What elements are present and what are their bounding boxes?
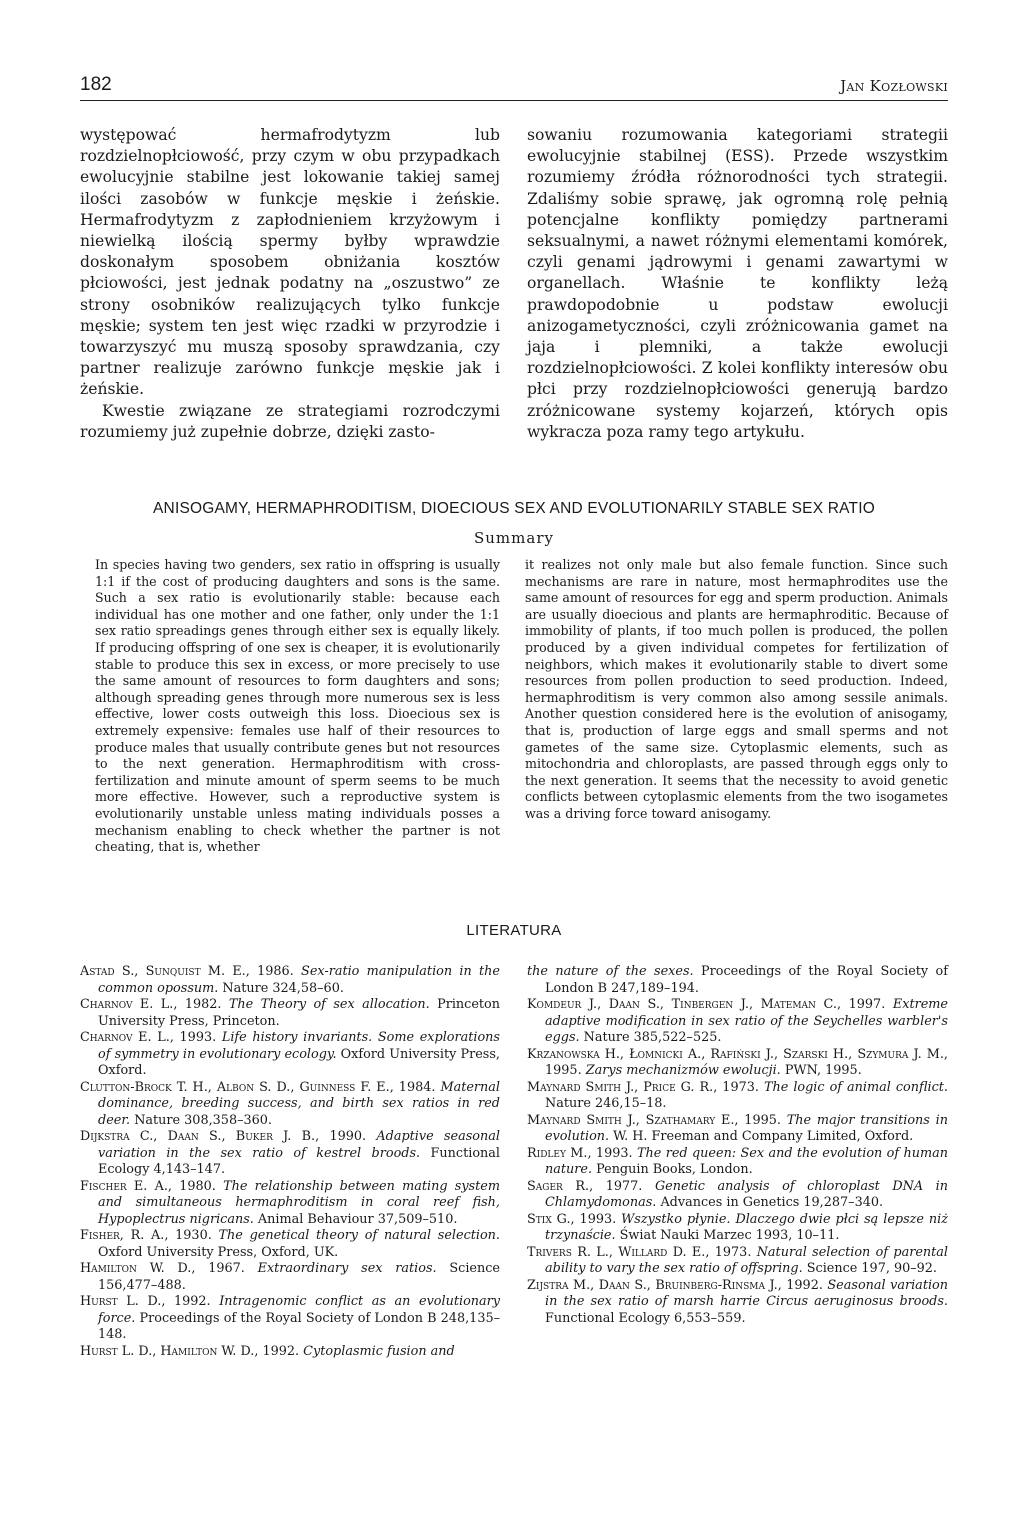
reference-entry bbox=[80, 1178, 500, 1229]
reference-year: , 1993. bbox=[570, 1211, 622, 1227]
reference-authors: Astad S., Sunquist M. E. bbox=[80, 964, 246, 979]
reference-title: Intragenomic conflict as an evolutionary force. bbox=[98, 1294, 501, 1326]
reference-title: Maternal dominance, breeding success, and birth sex ratios in red deer. bbox=[98, 1079, 500, 1128]
reference-authors: Charnov E. L. bbox=[80, 997, 174, 1012]
reference-year: , 1992. bbox=[777, 1277, 828, 1293]
reference-entry bbox=[527, 1178, 949, 1212]
reference-title: Wszystko płynie. Dlaczego dwie płci są lepsze niż trzynaście. bbox=[545, 1211, 948, 1243]
reference-entry bbox=[80, 1030, 500, 1080]
references-column-right bbox=[527, 964, 948, 1327]
reference-entry bbox=[527, 1244, 949, 1278]
reference-year: , 1986. bbox=[245, 964, 302, 979]
reference-title: Zarys mechanizmów ewolucji. bbox=[585, 1063, 781, 1078]
reference-title: Seasonal variation in the sex ratio of marsh harrie Circus aeruginosus broods. bbox=[545, 1277, 948, 1309]
reference-authors: Ridley M. bbox=[527, 1145, 588, 1161]
reference-source: Proceedings of the Royal Society of London B 247,189–194. bbox=[545, 964, 949, 996]
reference-year: , 1930. bbox=[164, 1228, 219, 1243]
reference-title: Extraordinary sex ratios. bbox=[257, 1261, 437, 1276]
reference-authors: Hurst L. D., Hamilton W. D. bbox=[80, 1343, 255, 1359]
reference-authors: Clutton-Brock T. H., Albon S. D., Guinness F. E. bbox=[80, 1079, 390, 1095]
reference-year: , 1992. bbox=[161, 1294, 220, 1309]
reference-authors: Dijkstra C., Daan S., Buker J. B. bbox=[80, 1129, 316, 1144]
reference-title: the nature of the sexes. bbox=[527, 964, 694, 979]
reference-authors: Zijstra M., Daan S., Bruinberg-Rinsma J. bbox=[527, 1277, 778, 1293]
reference-year: , 1973. bbox=[713, 1079, 764, 1095]
reference-entry bbox=[80, 1228, 500, 1261]
reference-title: Sex-ratio manipulation in the common opossum. bbox=[98, 964, 500, 996]
body-column-right bbox=[527, 125, 948, 443]
reference-source: Advances in Genetics 19,287–340. bbox=[656, 1195, 884, 1210]
summary-title: ANISOGAMY, HERMAPHRODITISM, DIOECIOUS SEX AND EVOLUTIONARILY STABLE SEX RATIO bbox=[153, 500, 875, 517]
reference-authors: Hurst L. D. bbox=[80, 1294, 162, 1309]
reference-year: , 1993. bbox=[587, 1145, 637, 1161]
reference-source: PWN, 1995. bbox=[780, 1063, 862, 1078]
reference-authors: Komdeur J., Daan S., Tinbergen J., Mateman C. bbox=[527, 997, 837, 1012]
reference-entry bbox=[527, 1277, 948, 1328]
reference-authors: Maynard Smith J., Szathamary E. bbox=[527, 1112, 735, 1128]
reference-source: Penguin Books, London. bbox=[592, 1162, 753, 1177]
reference-source: Nature 324,58–60. bbox=[218, 980, 344, 996]
reference-year: , 1995. bbox=[545, 1046, 948, 1078]
reference-source: Proceedings of the Royal Society of London B 248,135–148. bbox=[98, 1310, 500, 1342]
reference-year: , 1990. bbox=[315, 1129, 377, 1144]
reference-title: Cytoplasmic fusion and bbox=[303, 1343, 455, 1359]
reference-authors: Sager R. bbox=[527, 1178, 590, 1194]
reference-title: Genetic analysis of chloroplast DNA in Chlamydomonas. bbox=[545, 1178, 949, 1210]
reference-entry bbox=[527, 1112, 948, 1146]
reference-source: Functional Ecology 4,143–147. bbox=[98, 1145, 500, 1177]
running-head: Jan Kozłowski bbox=[840, 77, 948, 95]
reference-year: , 1973. bbox=[705, 1244, 757, 1260]
reference-title: Life history invariants. Some explorations of symmetry in evolutionary ecology. bbox=[98, 1030, 500, 1062]
reference-authors: Fisher, R. A. bbox=[80, 1228, 165, 1243]
reference-entry bbox=[80, 964, 500, 997]
reference-entry bbox=[527, 1046, 948, 1080]
reference-authors: Charnov E. L. bbox=[80, 1030, 170, 1045]
reference-title: The logic of animal conflict. bbox=[763, 1079, 948, 1095]
reference-source: Science 156,477–488. bbox=[98, 1261, 500, 1293]
reference-title: The genetical theory of natural selection. bbox=[218, 1228, 500, 1243]
reference-source: W. H. Freeman and Company Limited, Oxford. bbox=[609, 1129, 914, 1144]
reference-year: , 1995. bbox=[734, 1112, 787, 1128]
references-column-left bbox=[80, 964, 500, 1360]
reference-entry bbox=[527, 1211, 948, 1245]
reference-entry bbox=[80, 1343, 500, 1361]
reference-title: Natural selection of parental ability to vary the sex ratio of offspring. bbox=[545, 1244, 949, 1276]
reference-source: Oxford University Press, Oxford, UK. bbox=[98, 1244, 339, 1260]
reference-entry bbox=[80, 1129, 500, 1179]
reference-year: , 1993. bbox=[169, 1030, 222, 1045]
reference-source: Princeton University Press, Princeton. bbox=[98, 997, 500, 1029]
reference-source: Functional Ecology 6,553–559. bbox=[545, 1310, 746, 1326]
reference-year: , 1984. bbox=[389, 1079, 441, 1095]
reference-title: Adaptive seasonal variation in the sex ratio of kestrel broods. bbox=[98, 1129, 500, 1161]
reference-authors: Trivers R. L., Willard D. E. bbox=[527, 1244, 706, 1260]
reference-entry bbox=[80, 997, 500, 1030]
reference-year: , 1980. bbox=[167, 1178, 224, 1194]
reference-authors: Krzanowska H., Łomnicki A., Rafiński J., Szarski H., Szymura J. M. bbox=[527, 1046, 944, 1062]
reference-source: Science 197, 90–92. bbox=[802, 1261, 937, 1276]
literature-title: LITERATURA bbox=[466, 922, 562, 939]
reference-title: The major transitions in evolution. bbox=[545, 1112, 948, 1144]
reference-entry bbox=[527, 997, 948, 1047]
reference-year: , 1977. bbox=[589, 1178, 655, 1194]
reference-entry bbox=[80, 1079, 500, 1130]
summary-label: Summary bbox=[474, 529, 554, 547]
reference-year: , 1967. bbox=[191, 1261, 258, 1276]
reference-entry bbox=[80, 1261, 500, 1294]
reference-source: Nature 385,522–525. bbox=[579, 1030, 722, 1045]
reference-year: , 1982. bbox=[173, 997, 229, 1012]
reference-source: Nature 246,15–18. bbox=[545, 1096, 667, 1111]
reference-title: Extreme adaptive modification in sex ratio of the Seychelles warbler's eggs. bbox=[545, 997, 948, 1045]
body-paragraph: sowaniu rozumowania kategoriami strategii ewolucyjnie stabilnej (ESS). Przede wszystkim rozumiemy źródła różnorodności tych strategii. Zdaliśmy sobie sprawę, jak ogromną rolę pełnią potencjalne konflikty pomiędzy partnerami seksualnymi, a nawet różnymi elementami komórek, czyli genami jądrowymi i genami zawartymi w organellach. Właśnie te konflikty leżą prawdopodobnie u podstaw ewolucji anizogametyczności, czyli zróżnicowania gamet na jaja i plemniki, a także ewolucji rozdzielnopłciowości. Z kolei konflikty interesów obu płci przy rozdzielnopłciowości generują bardzo zróżnicowane systemy kojarzeń, których opis wykracza poza ramy tego artykułu. bbox=[527, 126, 948, 441]
reference-source: Animal Behaviour 37,509–510. bbox=[253, 1211, 458, 1227]
summary-column-right: it realizes not only male but also female function. Since such mechanisms are rare in nature, most hermaphrodites use the same amount of resources for egg and sperm production. Animals are usually dioecious and plants are hermaphroditic. Because of immobility of plants, if too much pollen is produced, the pollen produced by a given individual competes for fertilization of neighbors, which makes it evolutionarily stable to divert some resources from pollen production to seed production. Indeed, hermaphroditism is very common also among sessile animals. Another question considered here is the evolution of anisogamy, that is, production of large eggs and small sperms and not gametes of the same size. Cytoplasmic elements, such as mitochondria and chloroplasts, are passed through eggs only to the next generation. It seems that the necessity to avoid genetic conflicts between cytoplasmic elements from the two isogametes was a driving force toward anisogamy. bbox=[525, 557, 948, 821]
reference-entry bbox=[527, 1079, 948, 1113]
reference-source: Świat Nauki Marzec 1993, 10–11. bbox=[615, 1228, 840, 1243]
summary-column-left: In species having two genders, sex ratio in offspring is usually 1:1 if the cost of producing daughters and sons is the same. Such a sex ratio is evolutionarily stable: because each individual has one mother and one father, only under the 1:1 sex ratio spreadings genes through either sex is equally likely. If producing offspring of one sex is cheaper, it is evolutionarily stable to produce this sex in excess, or more precisely to use the same amount of resources to form daughters and sons; although spreading genes through more numerous sex is less effective, lower costs outweigh this loss. Dioecious sex is extremely expensive: females use half of their resources to produce males that usually contribute genes but not resources to the next generation. Hermaphroditism with cross-fertilization and minute amount of sperm seems to be much more effective. However, such a reproductive system is evolutionarily unstable unless mating individuals posses a mechanism enabling to check whether the partner is not cheating, that is, whether bbox=[95, 557, 500, 855]
body-column-left bbox=[80, 125, 500, 443]
page-number: 182 bbox=[80, 74, 112, 95]
reference-year: , 1997. bbox=[836, 997, 893, 1012]
reference-source: Nature 308,358–360. bbox=[130, 1112, 272, 1128]
reference-year: , 1992. bbox=[254, 1343, 304, 1359]
reference-authors: Stix G. bbox=[527, 1211, 571, 1227]
reference-authors: Fischer E. A. bbox=[80, 1178, 168, 1194]
reference-authors: Hamilton W. D. bbox=[80, 1261, 192, 1276]
reference-title: The relationship between mating system and simultaneous hermaphroditism in coral reef fish, Hypoplectrus nigricans. bbox=[98, 1178, 500, 1227]
reference-title: The red queen: Sex and the evolution of human nature. bbox=[545, 1145, 949, 1177]
body-paragraph: Kwestie związane ze strategiami rozrodczymi rozumiemy już zupełnie dobrze, dzięki zasto- bbox=[80, 401, 500, 441]
reference-authors: Maynard Smith J., Price G. R. bbox=[527, 1079, 714, 1095]
reference-entry bbox=[527, 964, 949, 997]
reference-source: Oxford University Press, Oxford. bbox=[98, 1046, 500, 1078]
page-header bbox=[80, 74, 948, 101]
reference-entry bbox=[527, 1145, 949, 1179]
body-paragraph: występować hermafrodytyzm lub rozdzielnopłciowość, przy czym w obu przypadkach ewolucyjnie stabilne jest lokowanie takiej samej ilości zasobów w funkcje męskie i żeńskie. Hermafrodytyzm z zapłodnieniem krzyżowym i niewielką ilością spermy byłby wprawdzie doskonałym sposobem obniżania kosztów płciowości, jest jednak podatny na „oszustwo” ze strony osobników realizujących tylko funkcje męskie; system ten jest więc rzadki w przyrodzie i towarzyszyć mu muszą sposoby sprawdzania, czy partner realizuje zarówno funkcje męskie jak i żeńskie. bbox=[80, 126, 500, 399]
reference-entry bbox=[80, 1294, 501, 1344]
reference-title: The Theory of sex allocation. bbox=[228, 997, 430, 1012]
